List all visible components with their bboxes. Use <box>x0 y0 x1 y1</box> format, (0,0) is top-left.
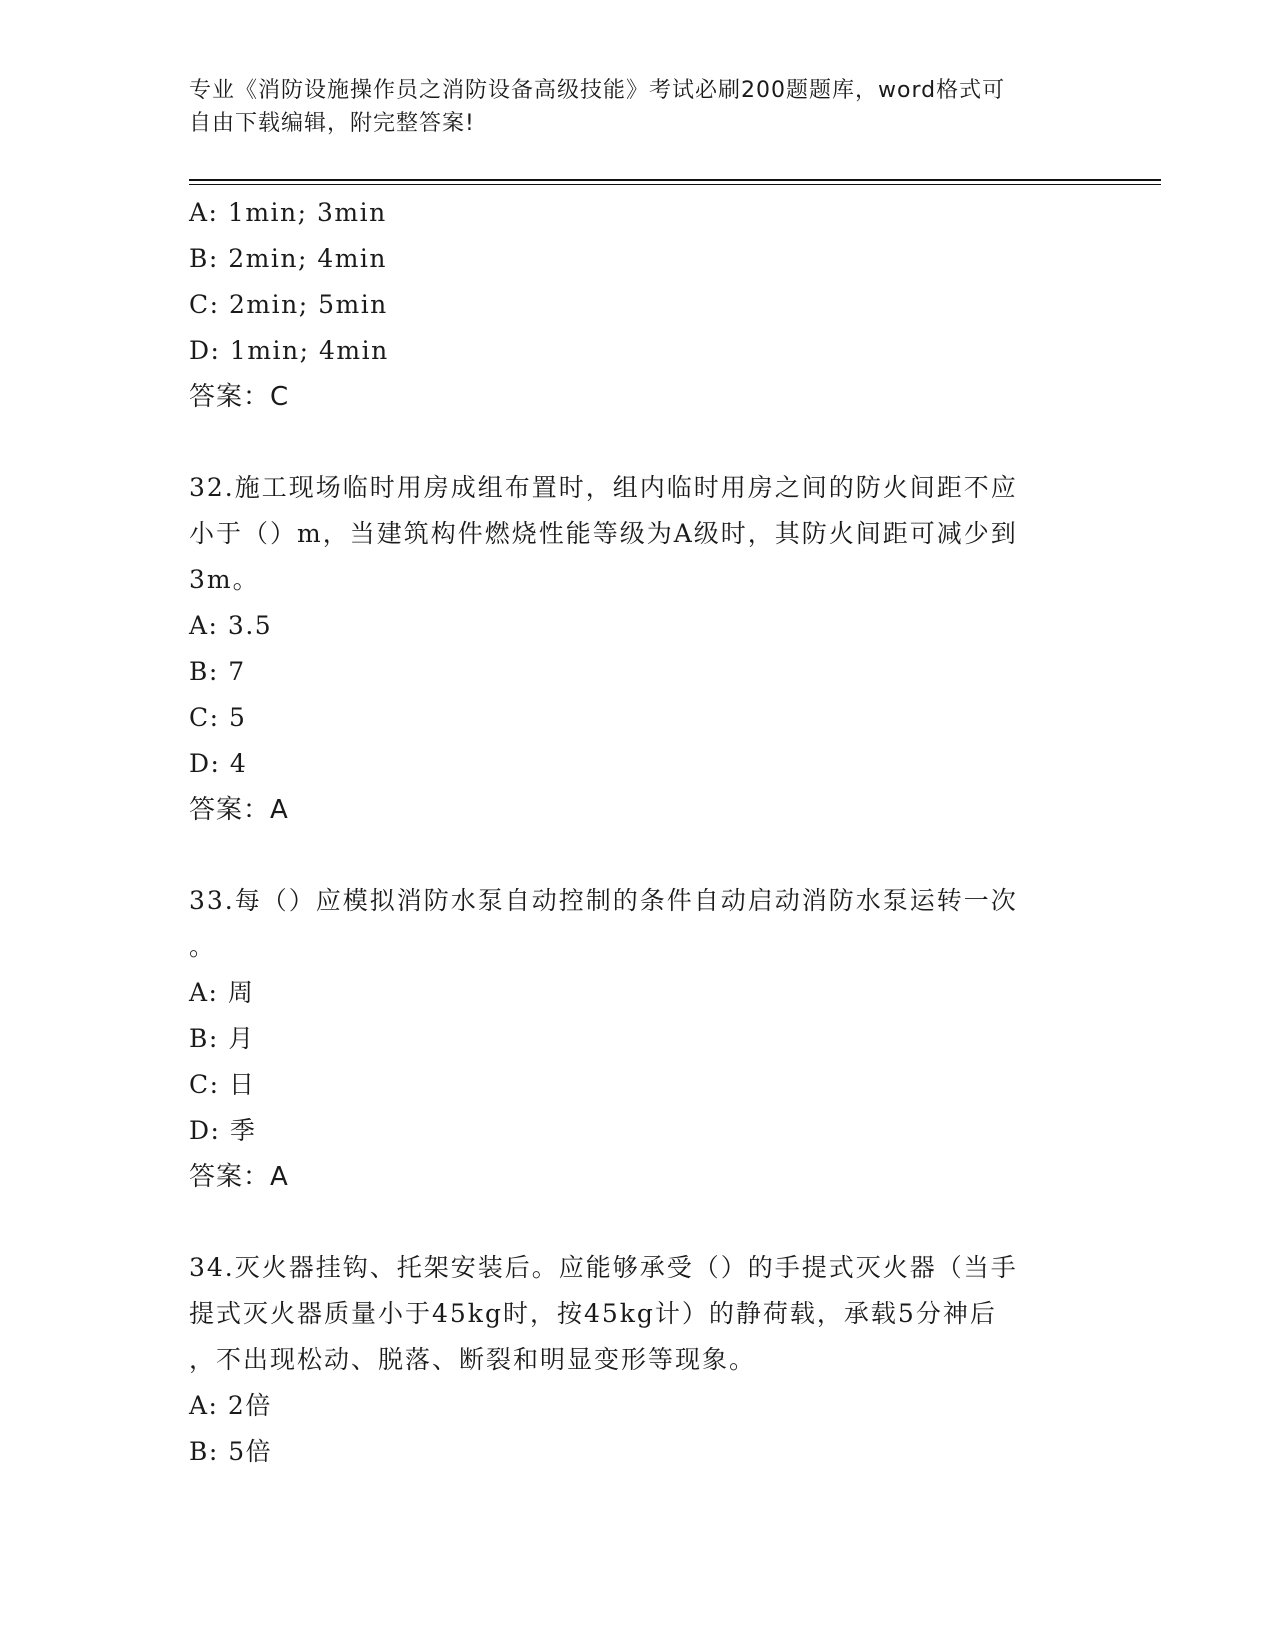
question-text-line: 32.施工现场临时用房成组布置时，组内临时用房之间的防火间距不应 <box>189 473 1018 502</box>
header-line-2: 自由下载编辑，附完整答案! <box>189 111 475 136</box>
question-text-line: 小于（）m，当建筑构件燃烧性能等级为A级时，其防火间距可减少到 <box>189 519 1018 548</box>
spacer <box>189 833 1089 878</box>
document-header <box>189 74 1069 140</box>
option-b: B: 2min; 4min <box>189 244 388 273</box>
option-d: D: 季 <box>189 1116 257 1145</box>
answer: 答案：A <box>189 1162 289 1192</box>
option-b: B: 7 <box>189 657 246 686</box>
answer: 答案：A <box>189 795 289 825</box>
option-a: A: 2倍 <box>189 1391 272 1420</box>
header-line-1: 专业《消防设施操作员之消防设备高级技能》考试必刷200题题库，word格式可 <box>189 78 1006 103</box>
question-text-line: 提式灭火器质量小于45kg时，按45kg计）的静荷载，承载5分神后 <box>189 1299 997 1328</box>
question-list <box>189 190 1089 1475</box>
question-text-line: 34.灭火器挂钩、托架安装后。应能够承受（）的手提式灭火器（当手 <box>189 1253 1018 1282</box>
option-d: D: 1min; 4min <box>189 336 389 365</box>
option-b: B: 5倍 <box>189 1437 273 1466</box>
question-33 <box>189 878 1089 1200</box>
question-31 <box>189 190 1089 420</box>
question-text-line: 3m。 <box>189 565 260 594</box>
option-a: A: 1min; 3min <box>189 198 387 227</box>
spacer <box>189 1200 1089 1245</box>
option-a: A: 3.5 <box>189 611 273 640</box>
option-c: C: 2min; 5min <box>189 290 388 319</box>
option-c: C: 5 <box>189 703 247 732</box>
option-c: C: 日 <box>189 1070 256 1099</box>
question-32 <box>189 465 1089 833</box>
header-divider-thin <box>189 184 1161 185</box>
question-text-line: ，不出现松动、脱落、断裂和明显变形等现象。 <box>189 1345 757 1374</box>
header-divider-thick <box>189 179 1161 181</box>
question-34 <box>189 1245 1089 1475</box>
spacer <box>189 420 1089 465</box>
option-d: D: 4 <box>189 749 248 778</box>
question-text-line: 。 <box>189 932 217 961</box>
option-b: B: 月 <box>189 1024 255 1053</box>
answer: 答案：C <box>189 382 290 412</box>
question-text-line: 33.每（）应模拟消防水泵自动控制的条件自动启动消防水泵运转一次 <box>189 886 1018 915</box>
option-a: A: 周 <box>189 978 255 1007</box>
